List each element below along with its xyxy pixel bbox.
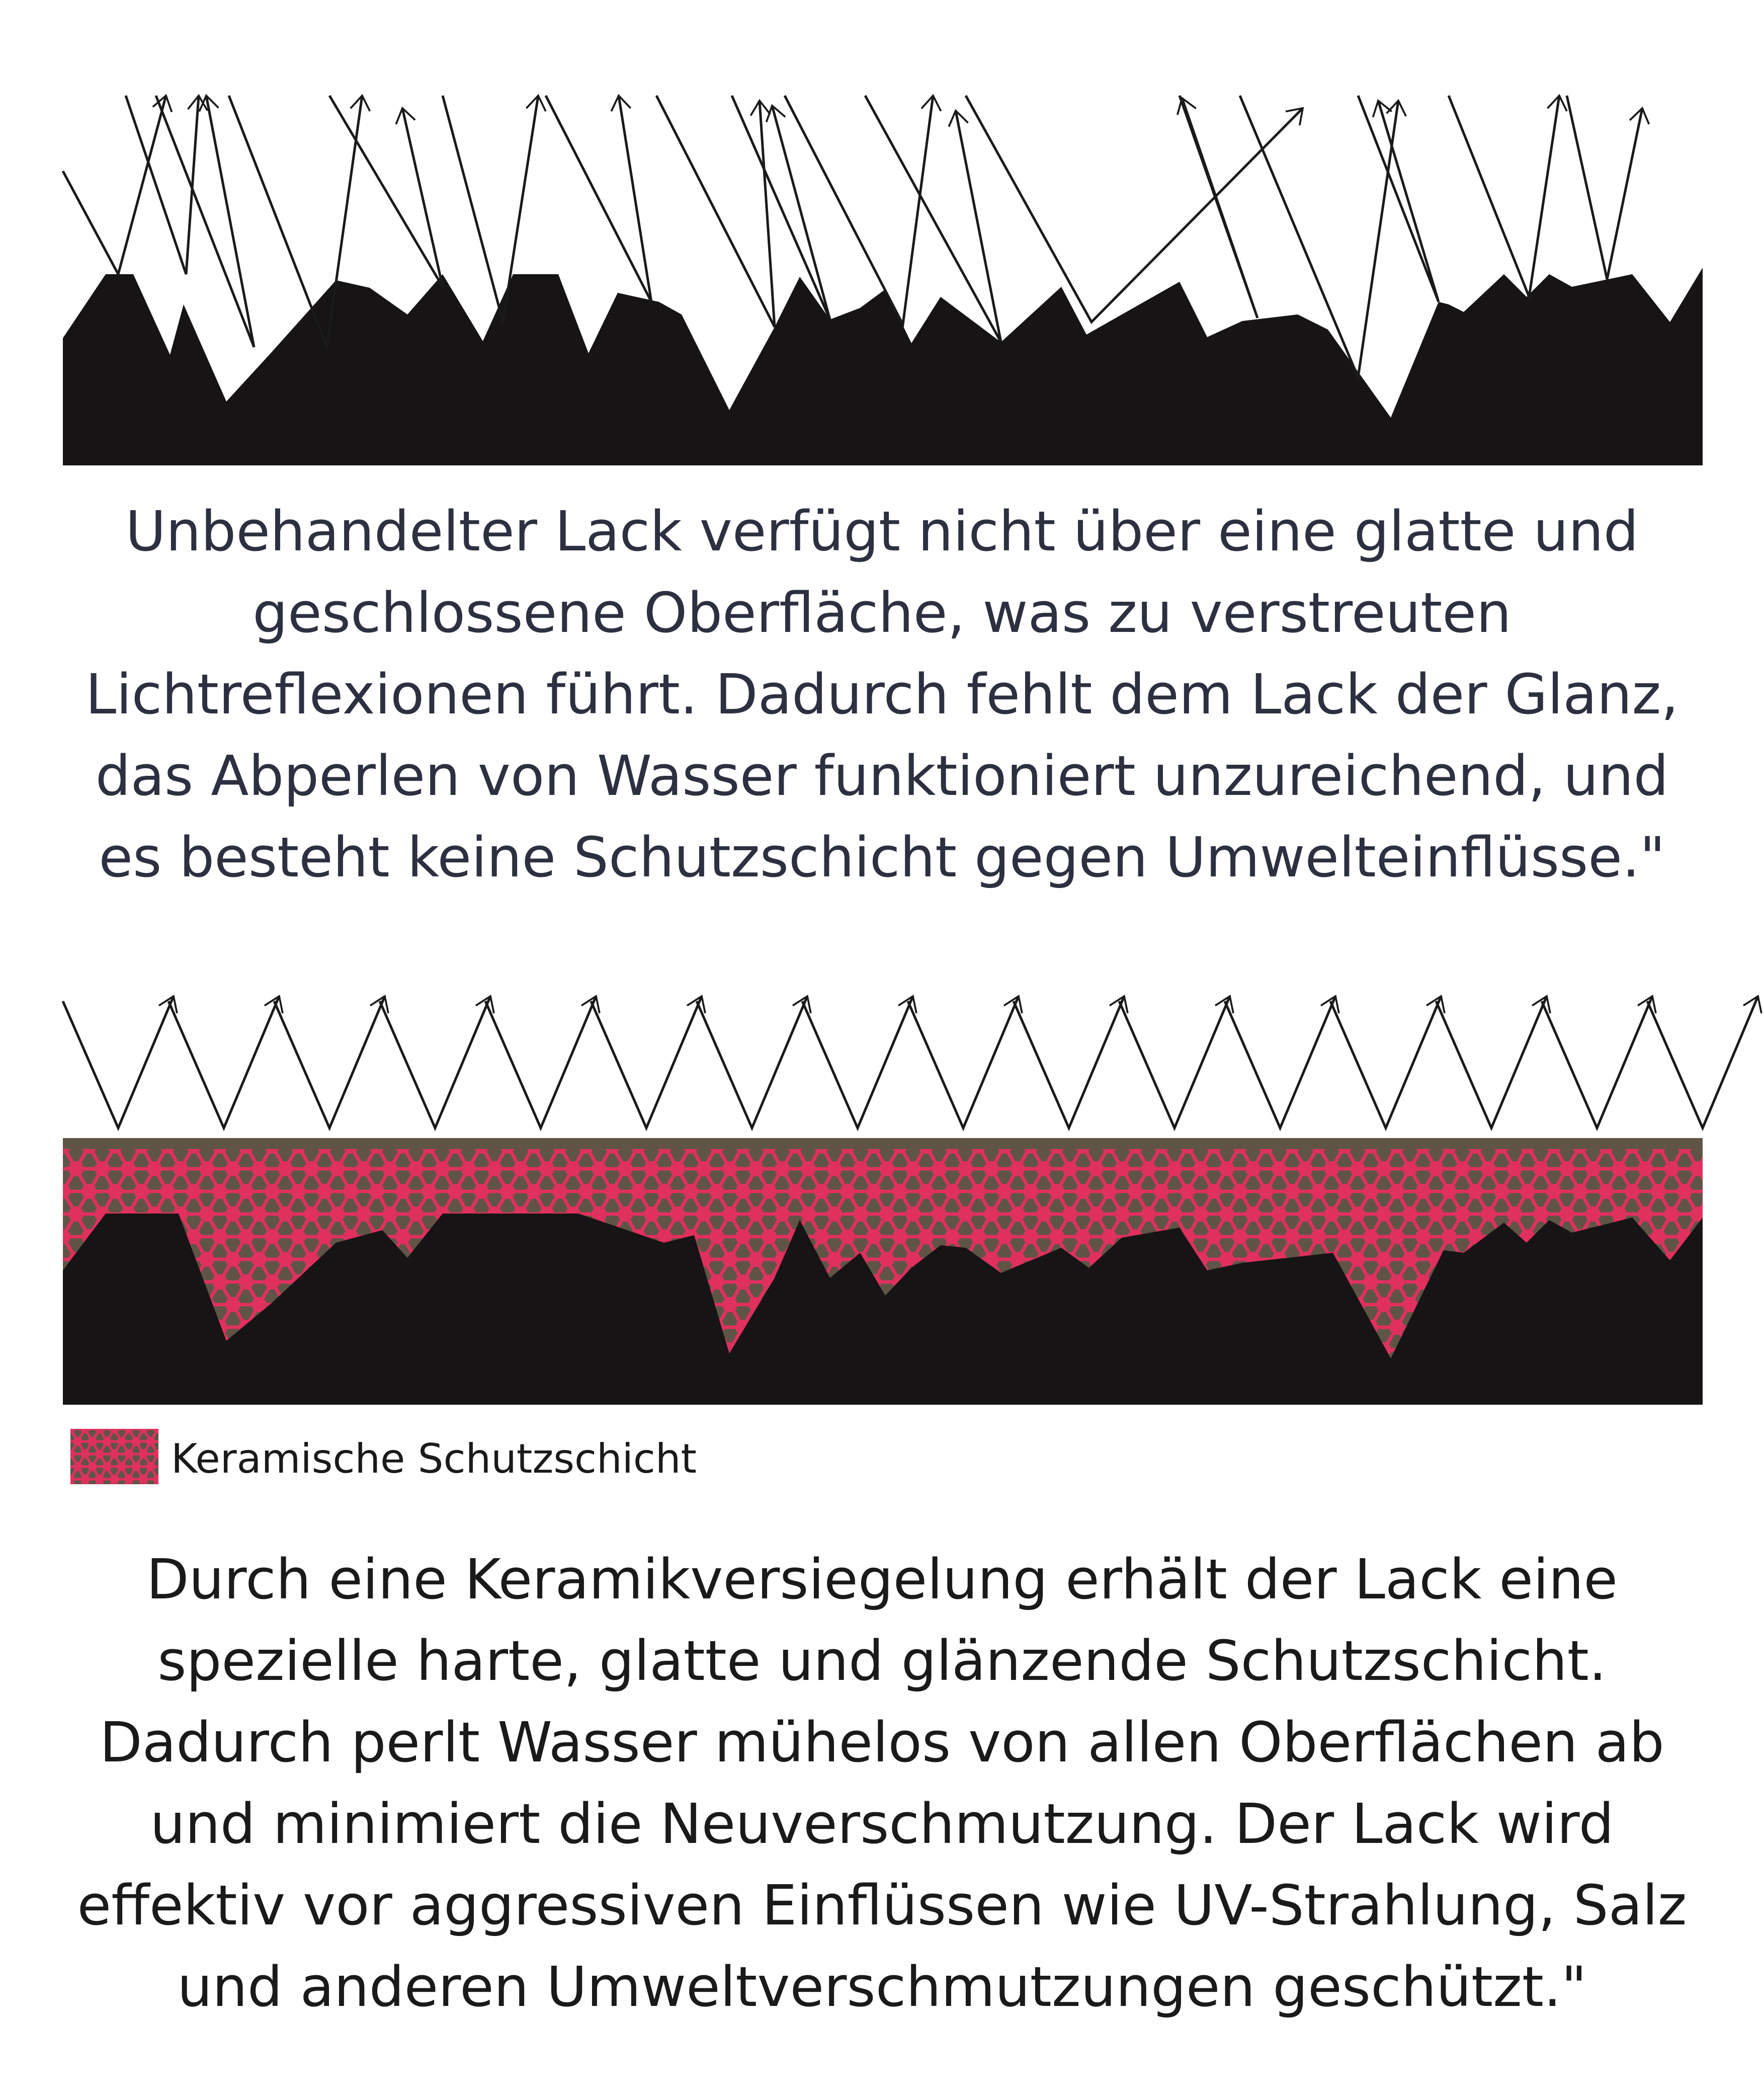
untreated-paint-description: Unbehandelter Lack verfügt nicht über eine glatte und geschlossene Oberfläche, was zu verstreuten Lichtreflexionen führt. Dadurch fehlt dem Lack der Glanz, das Abperlen von Wasser funktioniert unzureichend, und es besteht keine Schutzschicht gegen Umwelteinflüsse.": [85, 499, 1679, 890]
light-ray: [1180, 96, 1257, 318]
legend-label: Keramische Schutzschicht: [171, 1435, 697, 1482]
light-ray: [732, 96, 830, 319]
light-ray: [1449, 96, 1559, 297]
light-ray: [274, 996, 385, 1128]
light-ray: [966, 96, 1303, 322]
light-ray: [63, 96, 166, 274]
light-ray: [802, 996, 913, 1128]
light-ray: [656, 96, 775, 327]
light-ray: [591, 996, 702, 1128]
light-ray: [697, 996, 807, 1128]
light-ray: [63, 996, 174, 1128]
ceramic-coating-top-band: [63, 1138, 1703, 1149]
ceramic-layer-legend-swatch: [70, 1429, 158, 1484]
light-ray: [485, 996, 596, 1128]
light-ray: [908, 996, 1019, 1128]
light-ray: [1330, 996, 1441, 1128]
light-ray: [1542, 996, 1652, 1128]
light-ray: [169, 996, 279, 1128]
light-ray: [1647, 996, 1758, 1128]
light-ray: [1014, 996, 1124, 1128]
light-ray: [329, 96, 443, 287]
light-ray: [126, 96, 199, 274]
untreated-paint-diagram: [0, 0, 1764, 473]
light-ray: [380, 996, 490, 1128]
uniform-light-rays: [63, 996, 1758, 1128]
light-ray: [1436, 996, 1547, 1128]
light-ray: [546, 96, 651, 302]
ceramic-coating-description: Durch eine Keramikversiegelung erhält der Lack eine spezielle harte, glatte und glänzende Schutzschicht. Dadurch perlt Wasser mühelos von allen Oberflächen ab und minimiert die Neuverschmutzung. Der Lack wird effektiv vor aggressiven Einflüssen wie UV-Strahlung, Salz und anderen Umweltverschmutzungen geschützt.": [77, 1547, 1687, 2019]
light-ray: [1225, 996, 1335, 1128]
light-ray: [1358, 96, 1439, 302]
ceramic-coated-paint-diagram: [0, 956, 1764, 1409]
light-ray: [1567, 96, 1642, 279]
light-ray: [1119, 996, 1230, 1128]
light-ray: [156, 96, 254, 347]
